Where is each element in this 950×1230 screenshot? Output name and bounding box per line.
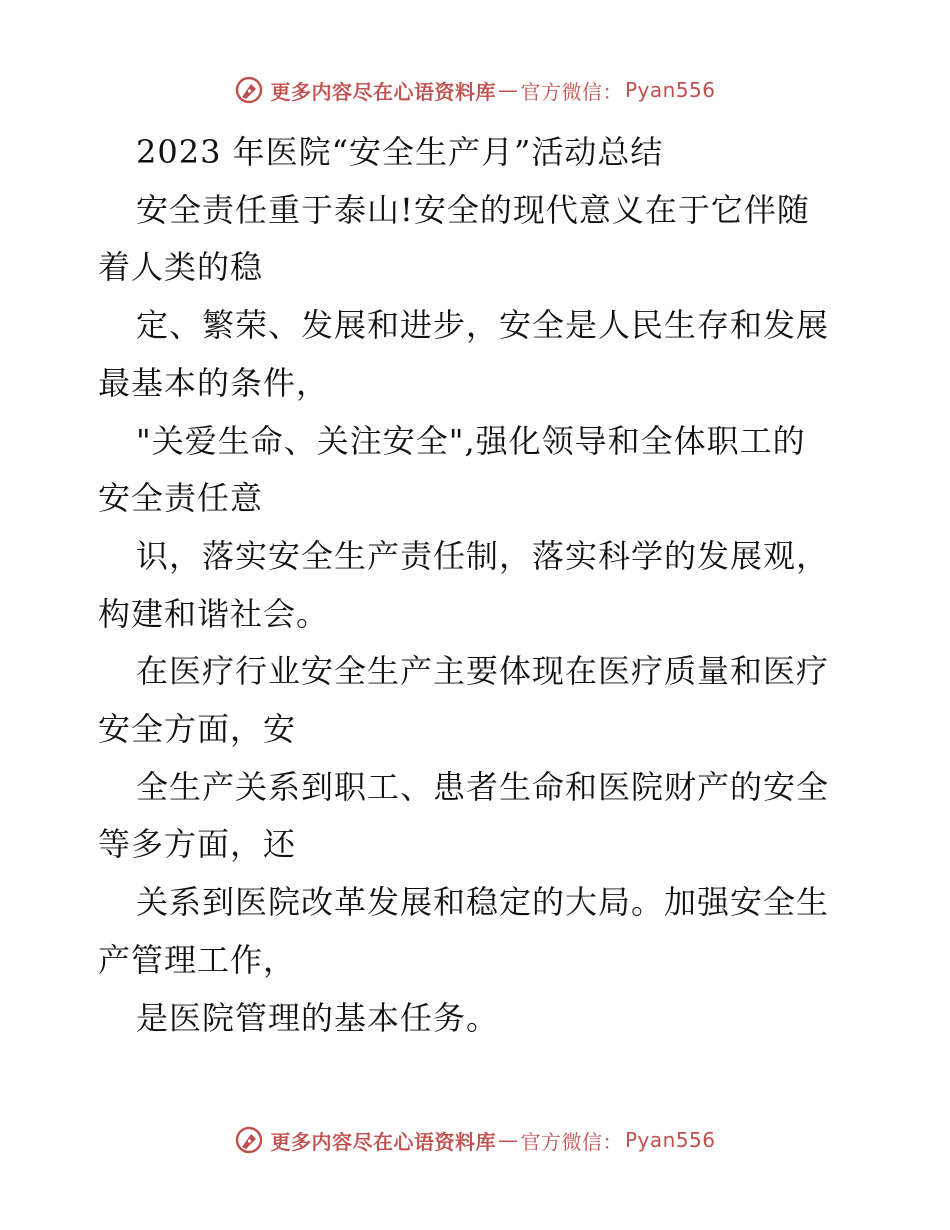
- header-wechat-id: Pyan556: [624, 78, 716, 102]
- footer-brand: 更多内容尽在心语资料库: [270, 1129, 496, 1154]
- paragraph-line: 安全责任重于泰山!安全的现代意义在于它伴随: [136, 190, 810, 229]
- fountain-pen-nib-icon: [234, 75, 264, 105]
- paragraph-line: 安全方面，安: [98, 710, 297, 749]
- paragraph-line: 是医院管理的基本任务。: [136, 998, 500, 1037]
- document-body: [98, 124, 868, 1047]
- paragraph-line: 识，落实安全生产责任制，落实科学的发展观，: [136, 536, 830, 575]
- document-title: 2023 年医院“安全生产月”活动总结: [136, 133, 664, 171]
- footer-separator: —: [497, 1128, 519, 1152]
- paragraph-line: 最基本的条件，: [98, 363, 330, 402]
- page-header-watermark: [0, 72, 950, 108]
- fountain-pen-nib-icon: [234, 1125, 264, 1155]
- paragraph-line: 等多方面，还: [98, 825, 297, 864]
- footer-contact-label: 官方微信：: [520, 1129, 623, 1154]
- paragraph-line: 安全责任意: [98, 479, 264, 518]
- paragraph-line: 产管理工作，: [98, 940, 297, 979]
- paragraph-line: 构建和谐社会。: [98, 594, 330, 633]
- header-brand: 更多内容尽在心语资料库: [270, 79, 496, 104]
- paragraph-line: "关爱生命、关注安全",强化领导和全体职工的: [136, 421, 806, 460]
- paragraph-line: 定、繁荣、发展和进步，安全是人民生存和发展: [136, 306, 830, 345]
- paragraph-line: 在医疗行业安全生产主要体现在医疗质量和医疗: [136, 652, 830, 691]
- header-separator: —: [497, 78, 519, 102]
- header-contact-label: 官方微信：: [520, 79, 623, 104]
- paragraph-line: 全生产关系到职工、患者生命和医院财产的安全: [136, 767, 830, 806]
- page-footer-watermark: [0, 1122, 950, 1158]
- paragraph-line: 关系到医院改革发展和稳定的大局。加强安全生: [136, 883, 830, 922]
- paragraph-line: 着人类的稳: [98, 248, 264, 287]
- footer-wechat-id: Pyan556: [624, 1128, 716, 1152]
